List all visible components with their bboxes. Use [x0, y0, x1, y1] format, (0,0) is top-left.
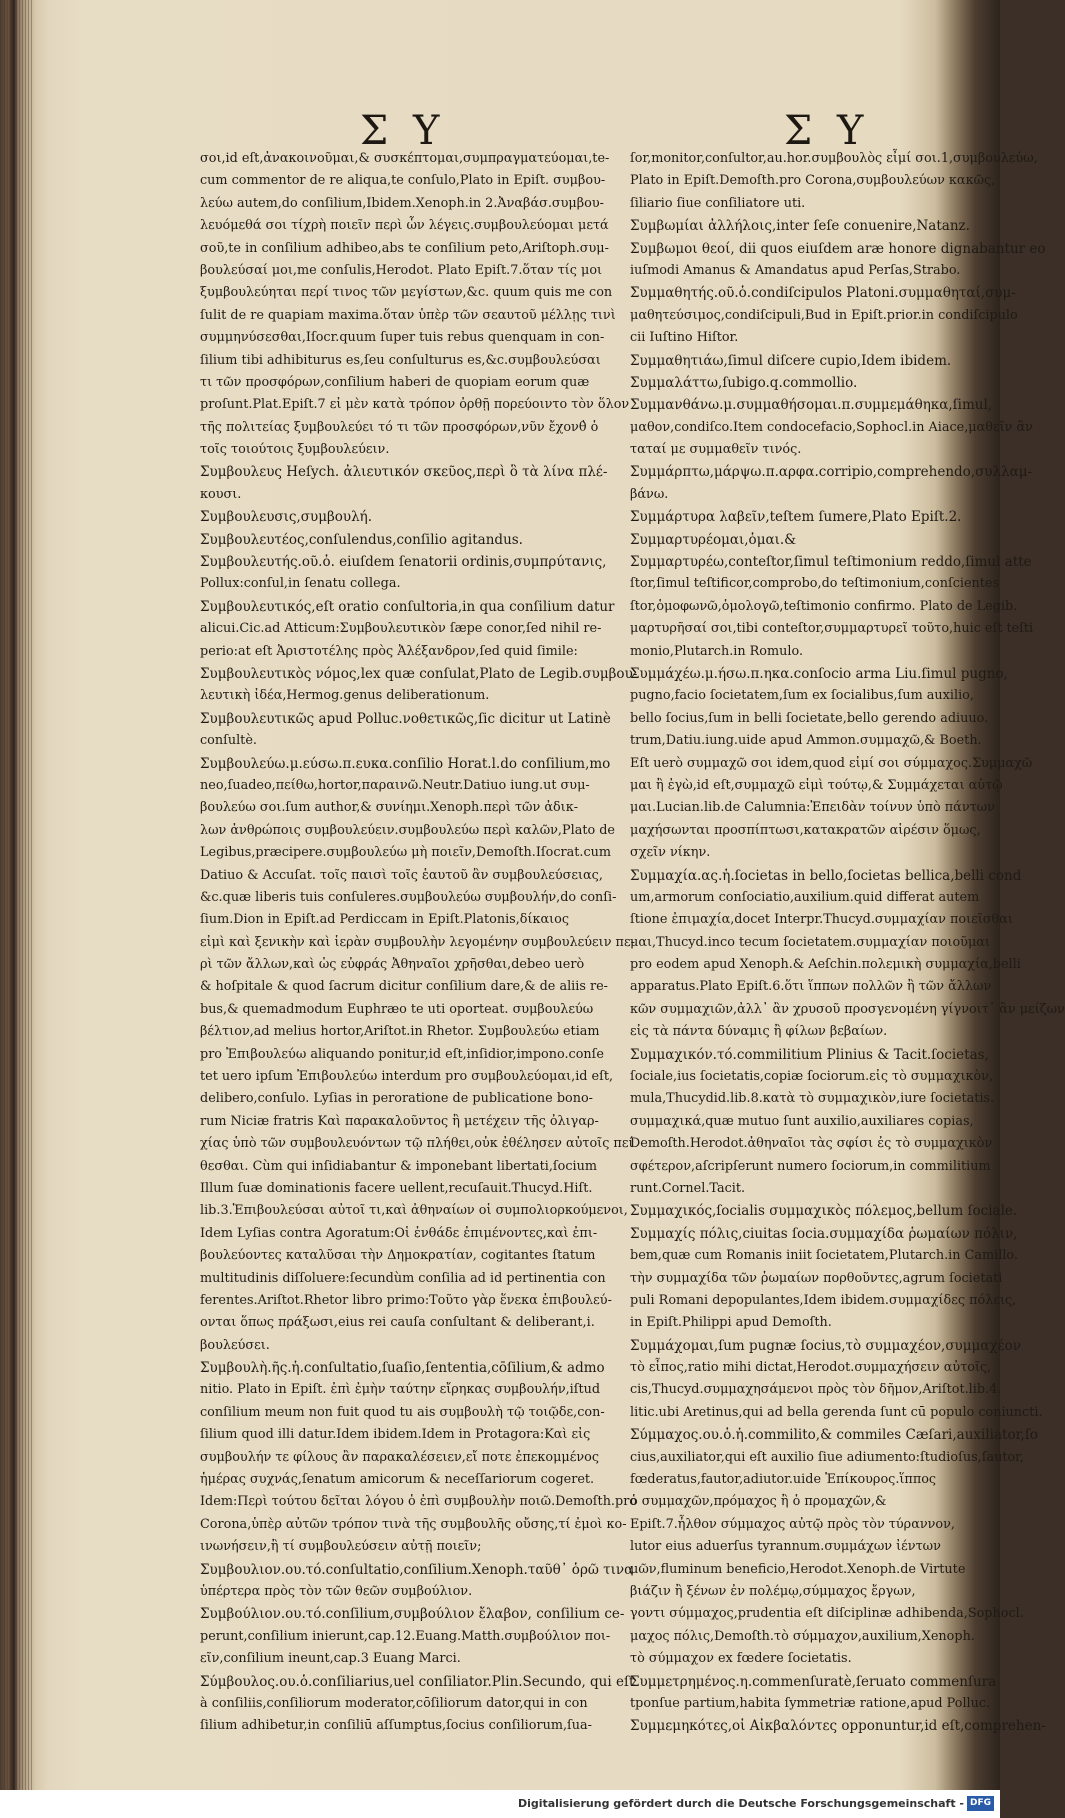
text-line: σφέτερον,aſcripſerunt numero ſociorum,in commilitium: [630, 1158, 991, 1174]
text-line: Legibus,præcipere.συμβουλεύω μὴ ποιεῖν,Demoſth.Iſocrat.cum: [200, 845, 611, 861]
text-line: cum commentor de re aliqua,te conſulo,Plato in Epiſt. συμβου-: [200, 173, 606, 189]
text-line: βουλεύοντες καταλῦσαι τὴν Δημοκρατίαν, cogitantes ſtatum: [200, 1248, 596, 1264]
text-line: Συμβουλιον.ου.τό.conſultatio,conſilium.Xenoph.ταῦθ᾽ ὁρῶ τινα: [200, 1561, 634, 1578]
text-line: βέλτιον,ad melius hortor,Ariſtot.in Rhetor. Συμβουλεύω etiam: [200, 1024, 600, 1040]
text-line: tet uero ipſum Ἐπιβουλεύω interdum pro συμβουλεύομαι,id eſt,: [200, 1069, 614, 1085]
text-line: θεσθαι. Cùm qui inſidiabantur & imponebant libertati,ſocium: [200, 1158, 597, 1174]
text-line: Συμβουλὴ.ῆς.ἡ.conſultatio,ſuaſio,ſententia,cōſilium,& admo: [200, 1360, 605, 1377]
text-line: ſor,monitor,conſultor,au.hor.συμβουλὸς εἶμί σοι.1,συμβουλεύω,: [630, 151, 1038, 166]
footer-credit: Digitalisierung gefördert durch die Deutsche Forschungsgemeinschaft -: [517, 1797, 964, 1810]
text-line: εῖν,conſilium ineunt,cap.3 Euang Marci.: [200, 1651, 461, 1667]
text-line: pugno,facio ſocietatem,ſum ex ſocialibus,ſum auxilio,: [630, 688, 974, 704]
text-line: Συμβουλευτικῶς apud Polluc.νοθετικῶς,ſic dicitur ut Latinè: [200, 710, 611, 727]
text-line: τὸ σύμμαχον ex fœdere ſocietatis.: [630, 1651, 852, 1667]
text-line: Plato in Epiſt.Demoſth.pro Corona,συμβουλεύων κακῶς,: [630, 173, 996, 189]
text-line: μαι.Lucian.lib.de Calumnia:Ἐπειδὰν τοίνυν ὑπὸ πάντων: [630, 800, 995, 816]
text-line: μαχος πόλις,Demoſth.τὸ σύμμαχον,auxilium,Xenoph.: [630, 1628, 975, 1644]
text-line: lib.3.Ἐπιβουλεύσαι αὐτοῖ τι,καὶ ἀθηναίων οἱ συμπολιορκούμενοι,: [200, 1203, 628, 1219]
text-line: Corona,ὑπὲρ αὐτῶν τρόπον τινὰ τῆς συμβουλῆς οὔσης,τί ἐμοὶ κο-: [200, 1516, 627, 1532]
text-line: cis,Thucyd.συμμαχησάμενοι πρὸς τὸν δῆμον,Ariſtot.lib.4.: [630, 1382, 1002, 1398]
text-line: Demoſth.Herodot.ἀθηναῖοι τὰς σφίσι ἐς τὸ συμμαχικὸν: [630, 1136, 993, 1152]
text-line: lutor eius aduerſus tyrannum.συμμάχων ἰέντων: [630, 1539, 941, 1555]
text-line: τοῖς τοιούτοις ξυμβουλεύειν.: [200, 442, 390, 458]
text-line: bem,quæ cum Romanis iniit ſocietatem,Plutarch.in Camillo.: [630, 1248, 1018, 1264]
text-line: ὁ συμμαχῶν,πρόμαχος ἢ ὁ προμαχῶν,&: [630, 1494, 887, 1510]
text-line: ſiliario ſiue conſiliatore uti.: [630, 195, 806, 211]
text-line: σοῦ,te in conſilium adhibeo,abs te conſilium peto,Ariſtoph.συμ-: [200, 240, 609, 256]
text-line: monio,Plutarch.in Romulo.: [630, 643, 804, 659]
text-line: fœderatus,fautor,adiutor.uide Ἐπίκουρος.ἵππος: [630, 1472, 937, 1488]
text-line: συμμηνύσεσθαι,Iſocr.quum ſuper tuis rebus quenquam in con-: [200, 330, 605, 346]
text-line: Pollux:conſul,in ſenatu collega.: [200, 576, 401, 592]
text-line: tponſue partium,habita ſymmetriæ ratione,apud Polluc.: [630, 1695, 991, 1711]
text-line: rum Niciæ fratris Καὶ παρακαλοῦντος ἢ μετέχειν τῆς ὀλιγαρ-: [200, 1113, 599, 1129]
text-line: Epiſt.7.ἦλθον σύμμαχος αὐτῷ πρὸς τὸν τύραννον,: [630, 1516, 955, 1532]
text-line: proſunt.Plat.Epiſt.7 εἰ μὲν κατὰ τρόπον ὀρθῇ πορεύοιντο τὸν ὅλον: [200, 397, 630, 413]
text-line: ρὶ τῶν ἄλλων,καὶ ὡς εὐφράς Ἀθηναῖοι χρῆσθαι,debeo uerò: [200, 957, 585, 973]
text-line: Συμμαχικός,ſocialis συμμαχικὸς πόλεμος,bellum ſociale.: [630, 1203, 1018, 1220]
text-line: pro Ἐπιβουλεύω aliquando ponitur,id eſt,inſidior,impono.conſe: [200, 1046, 604, 1062]
text-line: χίας ὑπὸ τῶν συμβουλευόντων τῷ πλήθει,οὐκ ἐθέλησεν αὐτοῖς πεί: [200, 1136, 634, 1152]
text-line: in Epiſt.Philippi apud Demoſth.: [630, 1315, 832, 1331]
text-line: Συμβούλιον.ου.τό.conſilium,συμβούλιον ἔλαβον, conſilium ce-: [200, 1606, 625, 1623]
text-line: Συμβουλευτικὸς νόμος,lex quæ conſulat,Plato de Legib.συμβου-: [200, 665, 638, 682]
text-line: neo,ſuadeo,πείθω,hortor,παραινῶ.Neutr.Datiuo iung.ut συμ-: [200, 777, 590, 793]
text-line: alicui.Cic.ad Atticum:Συμβουλευτικὸν ſæpe conor,ſed nihil re-: [200, 621, 602, 637]
text-line: apparatus.Plato Epiſt.6.ὅτι ἵππων πολλῶν ἢ τῶν ἄλλων: [630, 979, 992, 995]
text-line: Συμμετρημένος.η.commenſuratè,ſeruato commenſura: [630, 1673, 997, 1690]
text-line: μαι,Thucyd.inco tecum ſocietatem.συμμαχίαν ποιοῦμαι: [630, 934, 990, 950]
text-line: ſtor,ſimul teſtificor,comprobo,do teſtimonium,conſcientes: [630, 576, 1000, 592]
text-line: bello ſocius,ſum in belli ſocietate,bello gerendo adiuuo.: [630, 710, 989, 726]
text-line: βουλεύσαί μοι,me conſulis,Herodot. Plato Epiſt.7.ὅταν τίς μοι: [200, 262, 603, 278]
text-line: Idem:Περὶ τούτου δεῖται λόγου ὁ ἐπὶ συμβουλὴν ποιῶ.Demoſth.pro: [200, 1494, 638, 1510]
text-line: γοντι σύμμαχος,prudentia eſt diſciplinæ adhibenda,Sophocl.: [630, 1606, 1024, 1622]
text-line: Συμβουλεύω.μ.εύσω.π.ευκα.conſilio Horat.l.do conſilium,mo: [200, 755, 611, 772]
text-line: τὴν συμμαχίδα τῶν ῥωμαίων πορθοῦντες,agrum ſocietati: [630, 1270, 1003, 1286]
text-line: μαι ἢ ἐγὼ,id eſt,συμμαχῶ εἰμὶ τούτῳ,& Συμμάχεται αὐτῷ: [630, 777, 1003, 793]
text-line: εἰμὶ καὶ ξενικὴν καὶ ἱερὰν συμβουλὴν λεγομένην συμβουλεύειν πε-: [200, 934, 635, 950]
text-line: Συμμαθητής.οῦ.ὁ.condiſcipulos Platoni.συμμαθηταί,συμ-: [630, 285, 1016, 302]
text-line: Συμμαχικόν.τό.commilitium Plinius & Tacit.ſocietas,: [630, 1046, 989, 1063]
text-line: Συμμαλάττω,ſubigo.q.commollio.: [630, 374, 858, 391]
text-line: ferentes.Ariſtot.Rhetor libro primo:Τοῦτο γὰρ ἕνεκα ἐπιβουλεύ-: [200, 1292, 612, 1308]
text-line: μῶν,fluminum beneficio,Herodot.Xenoph.de Virtute: [630, 1561, 966, 1577]
text-line: εἰς τὰ πάντα δύναμις ἢ φίλων βεβαίων.: [630, 1024, 888, 1040]
text-line: Συμβουλευς Heſych. ἀλιευτικόν σκεῦος,περὶ ὃ τὰ λίνα πλέ-: [200, 464, 608, 481]
text-line: Συμβουλευτικός,eſt oratio conſultoria,in qua conſilium datur: [200, 598, 615, 615]
text-line: &c.quæ liberis tuis conſuleres.συμβουλεύω συμβουλήν,do conſi-: [200, 889, 617, 905]
text-line: Συμβωμίαι ἀλλήλοις,inter ſeſe conuenire,Natanz.: [630, 218, 970, 235]
page-edges: [4, 0, 34, 1790]
text-line: ſtor,ὁμοφωνῶ,ὁμολογῶ,teſtimonio confirmo. Plato de Legib.: [630, 598, 1018, 614]
text-line: delibero,conſulo. Lyſias in peroratione de publicatione bono-: [200, 1091, 593, 1107]
text-line: σχεῖν νίκην.: [630, 845, 711, 861]
text-line: ſulit de re quapiam maxima.ὅταν ὑπὲρ τῶν σεαυτοῦ μέλλῃς τινὶ: [200, 307, 616, 323]
text-line: μαρτυρῆσαί σοι,tibi conteſtor,συμμαρτυρεῖ τοῦτο,huic eſt teſti: [630, 621, 1034, 637]
right-column: [630, 148, 1065, 1738]
text-line: conſultè.: [200, 733, 257, 749]
running-header-left: Σ Υ: [360, 108, 446, 154]
text-line: Συμμεμηκότες,οἱ Αἰκβαλόντες opponuntur,id eſt,comprehen-: [630, 1718, 1046, 1735]
text-line: κουσι.: [200, 486, 242, 502]
text-line: βιάζιν ἢ ξένων ἐν πολέμῳ,σύμμαχος ἔργων,: [630, 1584, 916, 1599]
left-column: [200, 148, 664, 1738]
text-line: conſilium meum non fuit quod tu ais συμβουλὴ τῷ τοιῷδε,con-: [200, 1404, 605, 1420]
text-line: Συμβουλευτής.οῦ.ὁ. eiuſdem ſenatorii ordinis,συμπρύτανις,: [200, 554, 607, 571]
text-line: τῆς πολιτείας ξυμβουλεύει τό τι τῶν προσφόρων,νῦν ἔχονθ̓ ὁ: [200, 419, 599, 435]
text-line: ſilium tibi adhibiturus es,ſeu conſulturus es,&c.συμβουλεύσαι: [200, 352, 601, 368]
text-line: Συμμαρτυρέομαι,ὁμαι.&: [630, 531, 797, 548]
text-line: λευόμεθά σοι τίχρὴ ποιεῖν περὶ ὧν λέγεις.συμβουλεύομαι μετά: [200, 218, 609, 234]
text-line: ſociale,ius ſocietatis,copiæ ſociorum.εἰς τὸ συμμαχικὸν,: [630, 1069, 994, 1085]
text-line: & hoſpitale & quod ſacrum dicitur conſilium dare,& de aliis re-: [200, 979, 608, 995]
text-line: nitio. Plato in Epiſt. ἐπὶ ἐμὴν ταύτην εἴρηκας συμβουλήν,iſtud: [200, 1382, 601, 1398]
text-line: ſilium adhibetur,in conſiliū aſſumptus,ſocius conſiliorum,ſua-: [200, 1718, 592, 1734]
text-line: ονται ὅπως πράξωσι,eius rei cauſa conſultant & deliberant,i.: [200, 1315, 595, 1331]
dfg-logo: DFG: [967, 1796, 994, 1811]
text-line: multitudinis diſſoluere:ſecundùm conſilia ad id pertinentia con: [200, 1270, 606, 1286]
text-line: ἡμέρας συχνάς,ſenatum amicorum & neceſſariorum cogeret.: [200, 1472, 595, 1488]
text-line: ὑπέρτερα πρὸς τὸν τῶν θεῶν συμβούλιον.: [200, 1584, 473, 1599]
text-line: Datiuo & Accuſat. τοῖς παισὶ τοῖς ἑαυτοῦ ἃν συμβουλεύσειας,: [200, 867, 603, 883]
text-line: Illum ſuæ dominationis facere uellent,recuſauit.Thucyd.Hiſt.: [200, 1180, 593, 1196]
text-line: Σύμβουλος.ου.ὁ.conſiliarius,uel conſiliator.Plin.Secundo, qui eſt: [200, 1673, 635, 1690]
text-line: Συμμάχομαι,ſum pugnæ ſocius,τὸ συμμαχέον,συμμαχέον: [630, 1337, 1021, 1354]
text-line: Συμμαχίς πόλις,ciuitas ſocia.συμμαχίδα ῥωμαίων πόλιν,: [630, 1225, 1018, 1242]
text-line: συμμαχικά,quæ mutuo ſunt auxilio,auxiliares copias,: [630, 1113, 974, 1129]
text-line: Eſt uerò συμμαχῶ σοι idem,quod εἰμί σοι σύμμαχος.Συμμαχῶ: [630, 755, 1033, 771]
text-line: κῶν συμμαχιῶν,ἀλλ᾽ ἂν χρυσοῦ προσγενομένη γίγνοιτ᾽ ἂν μείζων: [630, 1001, 1065, 1017]
text-line: pro eodem apud Xenoph.& Aeſchin.πολεμικὴ συμμαχία,belli: [630, 957, 1021, 973]
text-line: συμβουλήν τε φίλους ἂν παρακαλέσειεν,εἴ ποτε ἐπεκομμένος: [200, 1449, 599, 1465]
text-line: Συμβουλευτέος,conſulendus,conſilio agitandus.: [200, 531, 523, 548]
text-line: ſilium quod illi datur.Idem ibidem.Idem in Protagora:Καὶ εἰς: [200, 1427, 591, 1443]
text-line: Συμμάχέω.μ.ήσω.π.ηκα.conſocio arma Liu.ſimul pugno,: [630, 665, 1008, 682]
text-line: τι τῶν προσφόρων,conſilium haberi de quopiam eorum quæ: [200, 374, 590, 390]
text-line: trum,Datiu.iung.uide apud Ammon.συμμαχῶ,& Boeth.: [630, 733, 982, 749]
text-line: Συμβουλευσις,συμβουλή.: [200, 509, 373, 526]
text-line: Συμμάρπτω,μάρψω.π.αρφα.corripio,comprehendo,συλλαμ-: [630, 464, 1033, 481]
text-line: Συμμαθητιάω,ſimul diſcere cupio,Idem ibidem.: [630, 352, 952, 369]
text-line: puli Romani depopulantes,Idem ibidem.συμμαχίδες πόλεις,: [630, 1292, 1017, 1308]
text-line: ινωνήσειν,ἢ τί συμβουλεύσειν αὐτῇ ποιεῖν;: [200, 1539, 482, 1555]
text-line: λευτικὴ ἰδέα,Hermog.genus deliberationum.: [200, 688, 490, 704]
text-line: Idem Lyſias contra Agoratum:Οἱ ἐνθάδε ἐπιμένοντες,καὶ ἐπι-: [200, 1225, 598, 1241]
running-header-right: Σ Υ: [784, 108, 870, 154]
text-line: Συμμαχία.ας.ἡ.ſocietas in bello,ſocietas bellica,belli cond: [630, 867, 1022, 884]
text-line: Συμμάρτυρα λαβεῖν,teſtem ſumere,Plato Epiſt.2.: [630, 509, 962, 526]
footer-bar: [0, 1790, 1000, 1818]
text-line: perunt,conſilium inierunt,cap.12.Euang.Matth.συμβούλιον ποι-: [200, 1628, 611, 1644]
text-line: Συμβωμοι θεοί, dii quos eiuſdem aræ honore dignabantur eo: [630, 240, 1046, 257]
text-line: iuſmodi Amanus & Amandatus apud Perſas,Strabo.: [630, 262, 961, 278]
text-line: bus,& quemadmodum Euphræo te uti oporteat. συμβουλεύω: [200, 1001, 594, 1017]
text-line: mula,Thucydid.lib.8.κατὰ τὸ συμμαχικὸν,iure ſocietatis.: [630, 1091, 995, 1107]
text-line: runt.Cornel.Tacit.: [630, 1180, 746, 1196]
text-line: um,armorum conſociatio,auxilium.quid differat autem: [630, 889, 980, 905]
text-line: τὸ εἶπος,ratio mihi dictat,Herodot.συμμαχήσειν αὐτοῖς,: [630, 1360, 992, 1376]
text-line: μαχήσωνται προσπίπτωσι,κατακρατῶν αἱρέσιν ὅμως,: [630, 822, 981, 838]
text-line: λων ἀνθρώποις συμβουλεύειν.συμβουλεύω περὶ καλῶν,Plato de: [200, 822, 615, 838]
text-line: ταταί με συμμαθεῖν τινός.: [630, 442, 802, 458]
text-line: ſium.Dion in Epiſt.ad Perdiccam in Epiſt.Platonis,δίκαιος: [200, 912, 570, 928]
text-line: Σύμμαχος.ου.ὁ.ἡ.commilito,& commiles Cæſari,auxiliator,ſo: [630, 1427, 1038, 1444]
text-line: cii Iuſtino Hiſtor.: [630, 330, 739, 346]
text-line: βουλεύω σοι.ſum author,& συνίημι.Xenoph.περὶ τῶν ἀδικ-: [200, 800, 579, 816]
text-line: μαθητεύσιμος,condiſcipuli,Bud in Epiſt.prior.in condiſcipulo: [630, 307, 1018, 323]
text-line: βουλεύσει.: [200, 1337, 270, 1353]
text-line: Συμμανθάνω.μ.συμμαθήσομαι.π.συμμεμάθηκα,ſimul,: [630, 397, 993, 414]
text-line: cius,auxiliator,qui eſt auxilio ſiue adiumento:ſtudioſus,ſautor,: [630, 1449, 1024, 1465]
text-line: σοι,id eſt,ἀνακοινοῦμαι,& συσκέπτομαι,συμπραγματεύομαι,te-: [200, 151, 610, 166]
text-line: à conſiliis,conſiliorum moderator,cōſiliorum dator,qui in con: [200, 1695, 588, 1711]
text-line: litic.ubi Aretinus,qui ad bella gerenda ſunt cū populo coniuncti.: [630, 1404, 1043, 1420]
text-line: perio:at eſt Ἀριστοτέλης πρὸς Ἀλέξανδρον,ſed quid ſimile:: [200, 643, 578, 659]
text-line: Συμμαρτυρέω,conteſtor,ſimul teſtimonium reddo,ſimul atte: [630, 554, 1032, 571]
text-line: βάνω.: [630, 486, 669, 502]
text-line: μαθον,condiſco.Item condocefacio,Sophocl.in Aiace,μαθεῖν ἂν: [630, 419, 1033, 435]
text-line: ſtione ἐπιμαχία,docet Interpr.Thucyd.συμμαχίαν ποιεῖσθαι: [630, 912, 1013, 928]
text-line: λεύω autem,do conſilium,Ibidem.Xenoph.in 2.Ἀναβάσ.συμβου-: [200, 195, 604, 211]
text-line: ξυμβουλεύηται περί τινος τῶν μεγίστων,&c. quum quis me con: [200, 285, 613, 301]
